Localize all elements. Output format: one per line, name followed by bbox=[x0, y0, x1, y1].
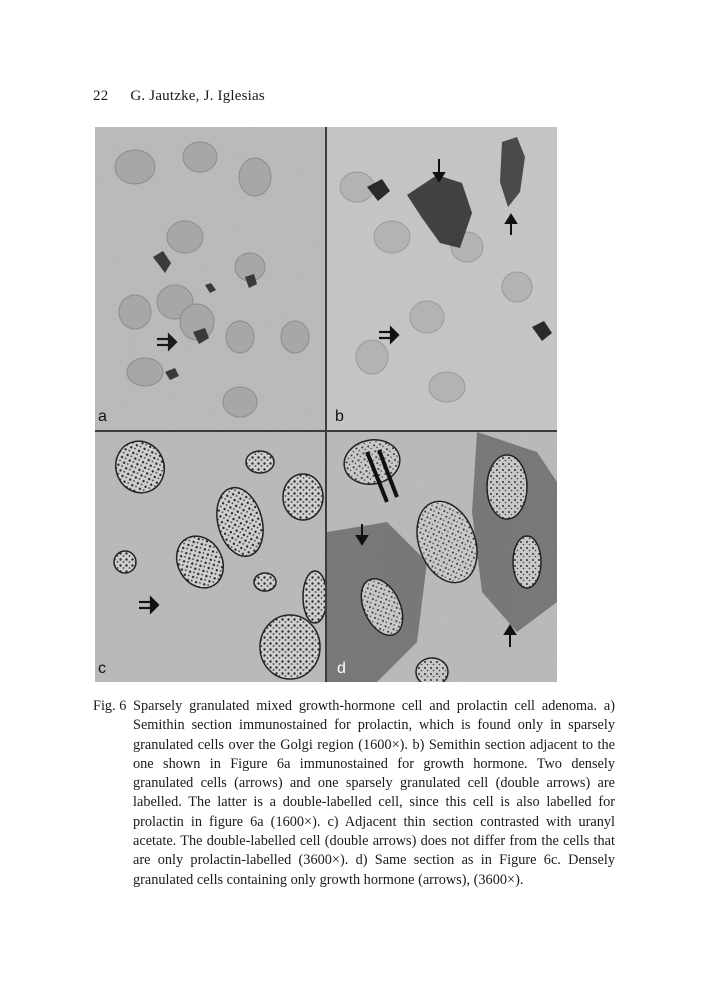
panel-label-c: c bbox=[98, 660, 106, 677]
author-line: G. Jautzke, J. Iglesias bbox=[130, 88, 265, 104]
running-header bbox=[93, 88, 265, 105]
caption-label: Fig. 6 bbox=[93, 698, 127, 714]
panel-d-micrograph bbox=[327, 432, 557, 682]
panel-b-micrograph bbox=[327, 127, 557, 430]
figure-caption bbox=[93, 697, 615, 890]
panel-label-b: b bbox=[335, 408, 344, 425]
panel-label-a: a bbox=[98, 408, 107, 425]
caption-text: Sparsely granulated mixed growth-hormone cell and prolactin cell adenoma. a) Semithin section immunostained for prolactin, which is found only in sparsely granulated cells over the Golgi region (1600×). b) Semithin section adjacent to the one shown in Figure 6a immunostained for growth hormone. Two densely granulated cells (arrows) and one sparsely granulated cell (double arrows) are labelled. The latter is a double-labelled cell, since this cell is also labelled for prolactin in figure 6a (1600×). c) Adjacent thin section contrasted with uranyl acetate. The double-labelled cell (double arrows) does not differ from the cells that are only prolactin-labelled (3600×). d) Same section as in Figure 6c. Densely granulated cells containing only growth hormone (arrows), (3600×). bbox=[133, 698, 615, 888]
figure-6 bbox=[95, 127, 557, 682]
page-number: 22 bbox=[93, 88, 109, 104]
panel-c-micrograph bbox=[95, 432, 325, 682]
panel-a-micrograph bbox=[95, 127, 325, 430]
panel-label-d: d bbox=[337, 660, 346, 677]
